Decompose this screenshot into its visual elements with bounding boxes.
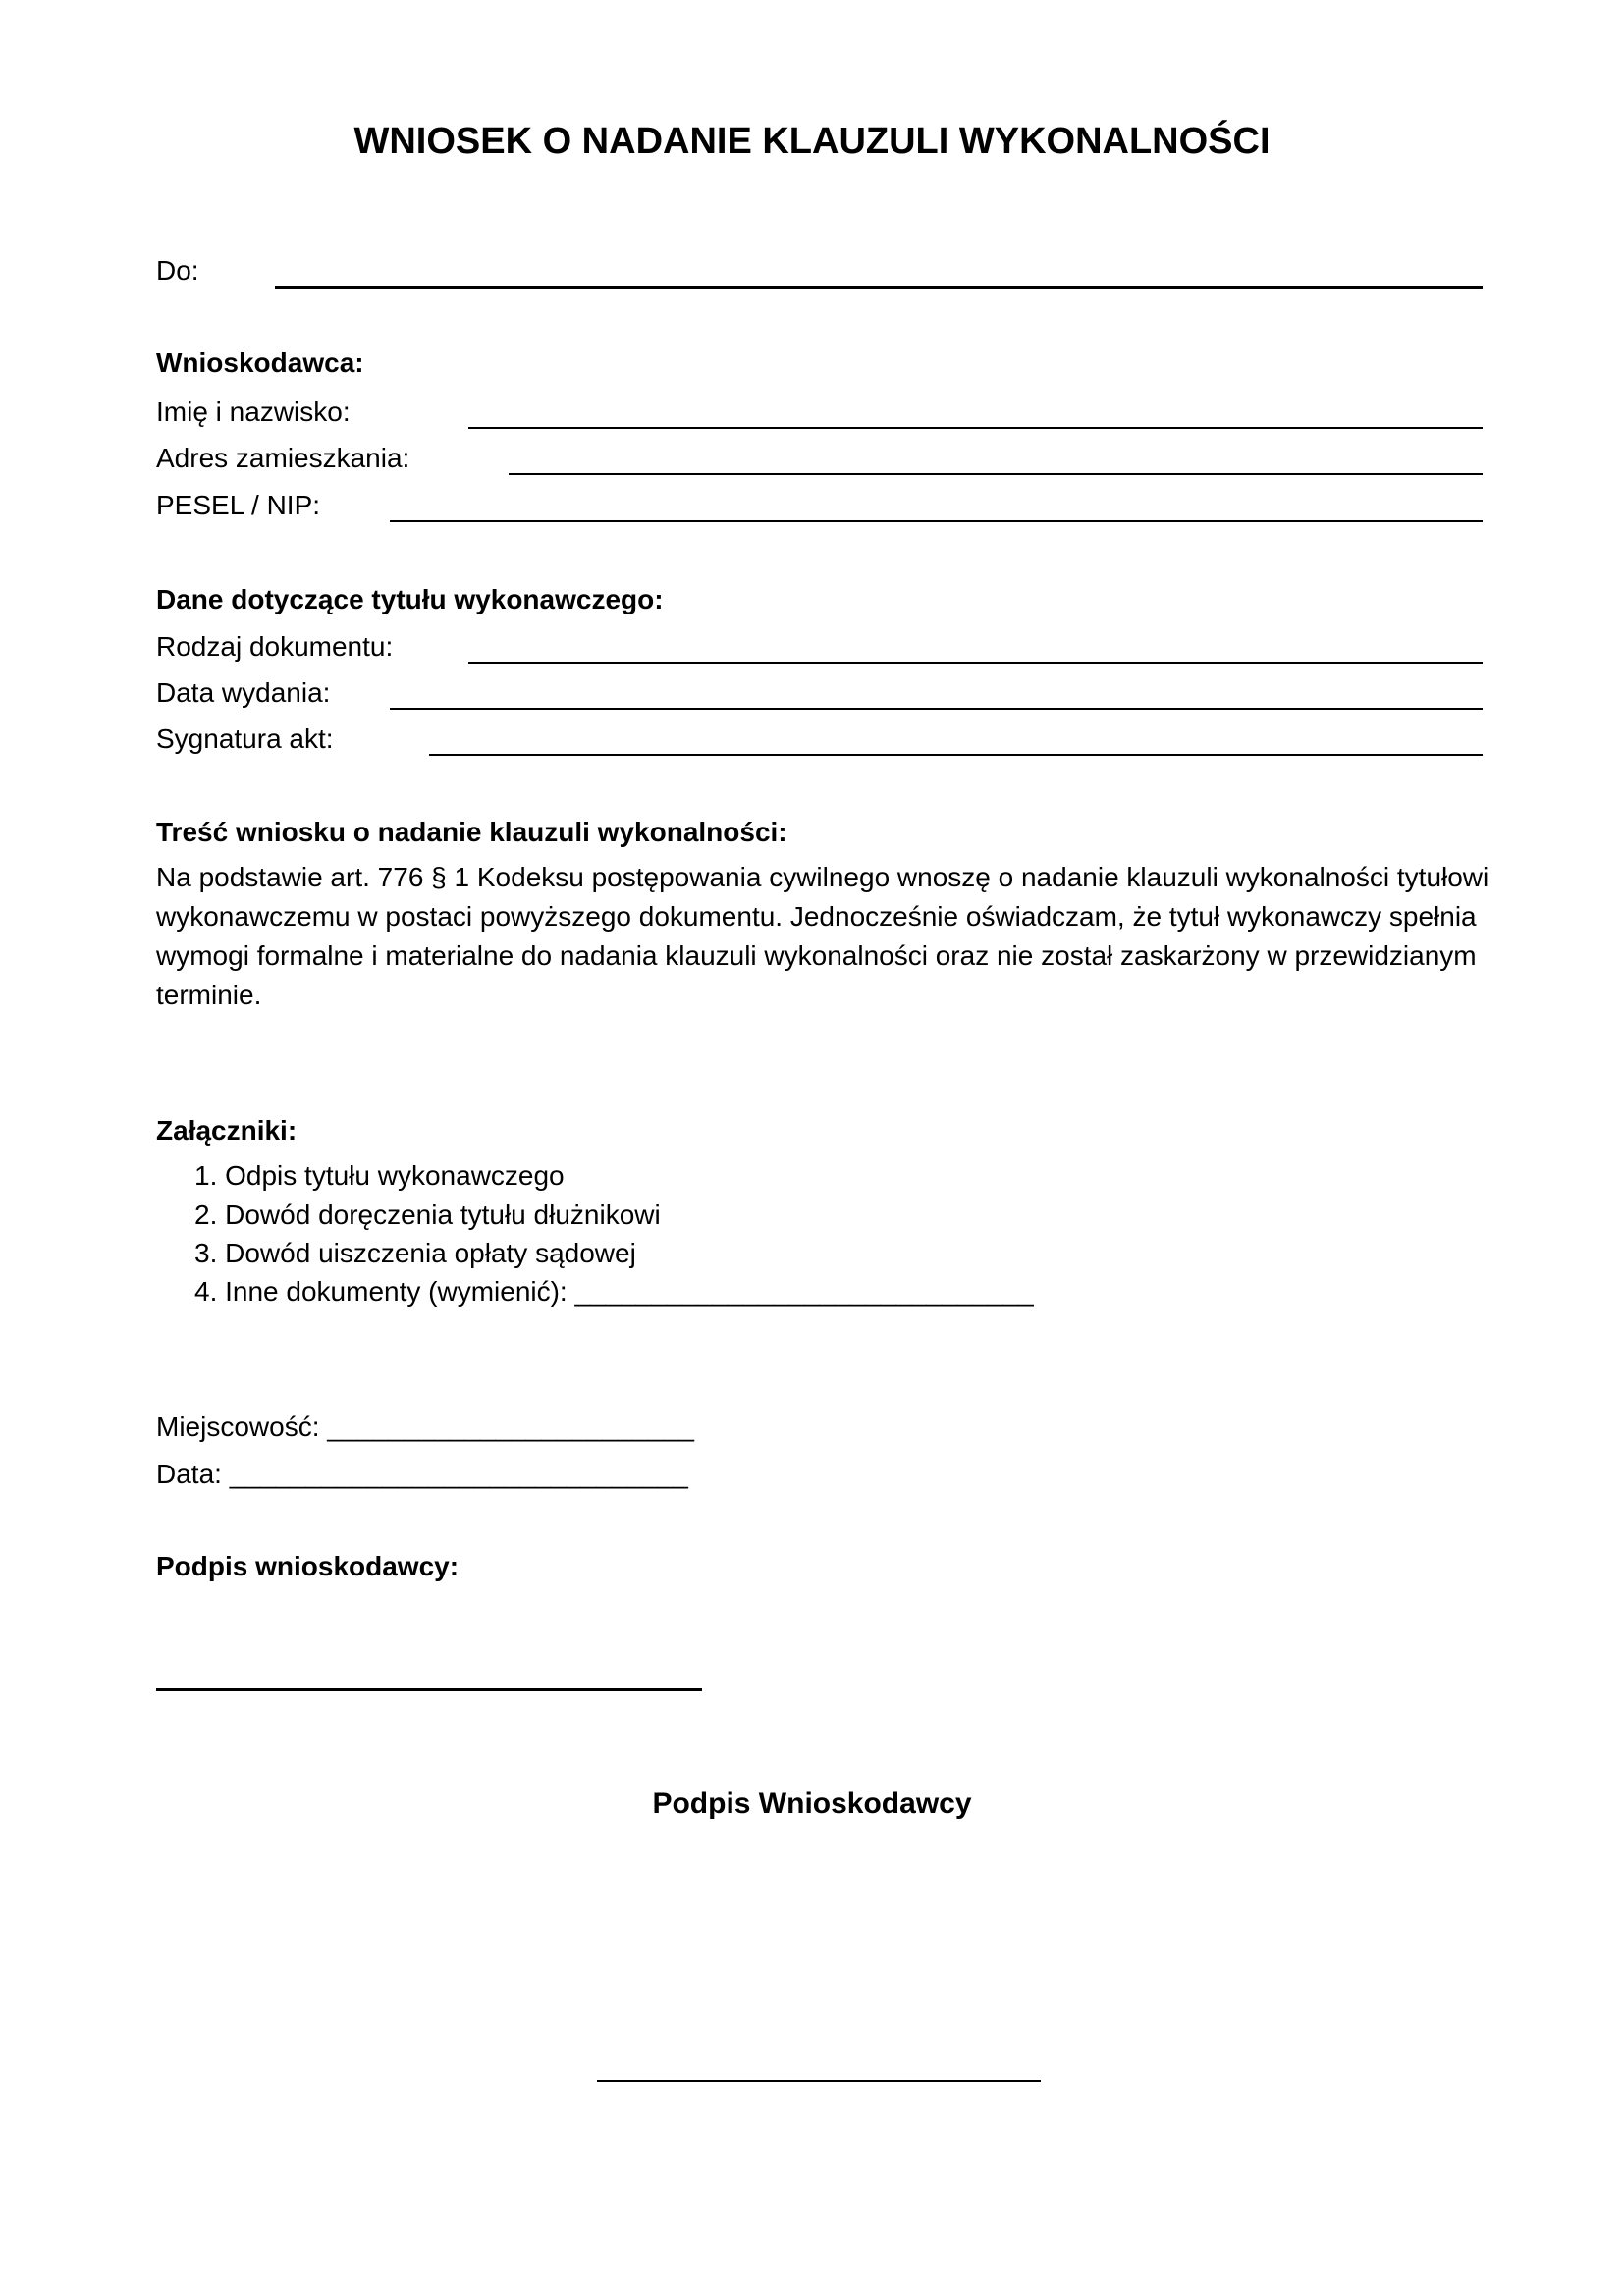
attachment-item: 2. Dowód doręczenia tytułu dłużnikowi bbox=[194, 1200, 661, 1230]
title-data-heading: Dane dotyczące tytułu wykonawczego: bbox=[156, 584, 664, 614]
applicant-name-field-line[interactable] bbox=[468, 427, 1483, 429]
doc-type-label: Rodzaj dokumentu: bbox=[156, 631, 394, 662]
place-field[interactable]: Miejscowość: ________________________ bbox=[156, 1412, 694, 1442]
attachments-heading: Załączniki: bbox=[156, 1115, 298, 1146]
attachment-item: 1. Odpis tytułu wykonawczego bbox=[194, 1160, 565, 1191]
bottom-signature-line[interactable] bbox=[597, 2080, 1041, 2082]
issue-date-field-line[interactable] bbox=[390, 708, 1483, 710]
case-no-label: Sygnatura akt: bbox=[156, 723, 334, 754]
document-title: WNIOSEK O NADANIE KLAUZULI WYKONALNOŚCI bbox=[353, 121, 1271, 162]
request-body: Na podstawie art. 776 § 1 Kodeksu postępowania cywilnego wnoszę o nadanie klauzuli wykonalności tytułowi wykonawczemu w postaci powyższego dokumentu. Jednocześnie oświadczam, że tytuł wykonawczy spełnia wymogi formalne i materialne do nadania klauzuli wykonalności oraz nie został zaskarżony w przewidzianym terminie. bbox=[156, 862, 1489, 1010]
issue-date-label: Data wydania: bbox=[156, 677, 331, 708]
request-heading: Treść wniosku o nadanie klauzuli wykonalności: bbox=[156, 817, 787, 847]
applicant-name-label: Imię i nazwisko: bbox=[156, 397, 351, 427]
doc-type-field-line[interactable] bbox=[468, 662, 1483, 664]
recipient-label: Do: bbox=[156, 255, 199, 286]
date-field[interactable]: Data: ______________________________ bbox=[156, 1459, 688, 1489]
applicant-heading: Wnioskodawca: bbox=[156, 347, 364, 378]
attachment-item: 3. Dowód uiszczenia opłaty sądowej bbox=[194, 1238, 636, 1268]
applicant-id-field-line[interactable] bbox=[390, 520, 1483, 522]
signature-line[interactable] bbox=[156, 1688, 702, 1691]
recipient-field-line[interactable] bbox=[275, 286, 1483, 289]
attachment-item[interactable]: 4. Inne dokumenty (wymienić): ______________________________ bbox=[194, 1276, 1034, 1307]
signature-caption: Podpis Wnioskodawcy bbox=[652, 1788, 972, 1820]
applicant-address-field-line[interactable] bbox=[509, 473, 1483, 475]
signature-heading: Podpis wnioskodawcy: bbox=[156, 1551, 460, 1581]
case-no-field-line[interactable] bbox=[429, 754, 1483, 756]
applicant-address-label: Adres zamieszkania: bbox=[156, 443, 410, 473]
applicant-id-label: PESEL / NIP: bbox=[156, 490, 321, 520]
